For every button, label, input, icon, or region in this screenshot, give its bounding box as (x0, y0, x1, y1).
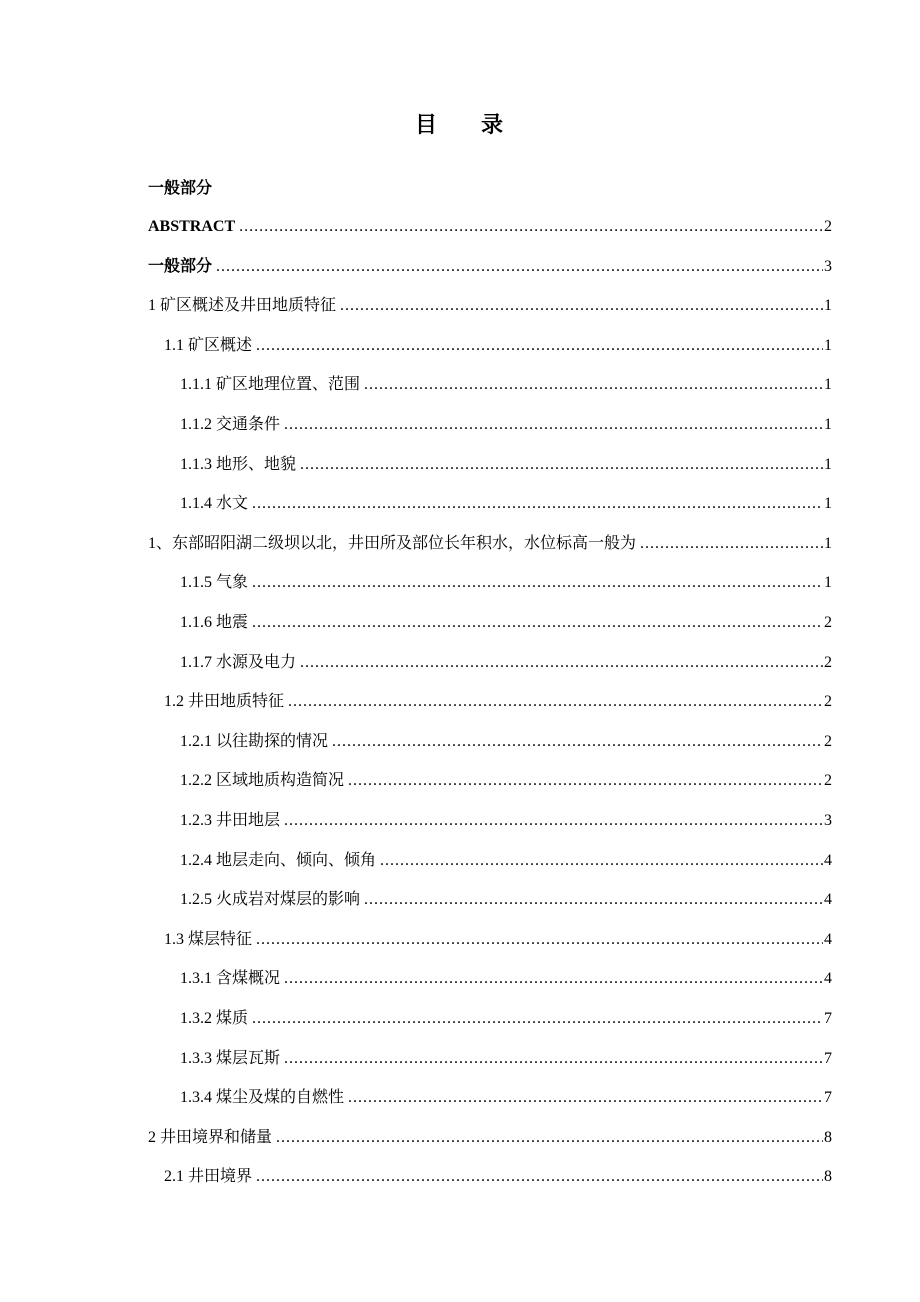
toc-entry-page-number: 2 (824, 218, 832, 235)
toc-entry-page-number: 1 (824, 376, 832, 394)
toc-dot-leader (348, 768, 823, 794)
toc-dot-leader (288, 689, 823, 715)
toc-entry-label: 2.1 井田境界 (164, 1168, 253, 1186)
toc-dot-leader (640, 531, 823, 557)
toc-entry-page-number: 2 (824, 653, 832, 671)
toc-entry-page-number: 3 (824, 812, 832, 829)
toc-entry-page-number: 8 (824, 1128, 832, 1146)
toc-entry-page-number: 2 (824, 732, 832, 750)
toc-dot-leader (284, 412, 823, 438)
toc-entry-label: 1.1.2 交通条件 (180, 416, 281, 433)
toc-entry[interactable] (180, 1085, 832, 1111)
toc-dot-leader (348, 1085, 823, 1111)
toc-entry-page-number: 1 (824, 574, 832, 592)
toc-entry[interactable] (180, 848, 832, 874)
toc-dot-leader (332, 729, 823, 755)
toc-dot-leader (364, 372, 823, 398)
toc-dot-leader (216, 254, 823, 280)
toc-entry[interactable] (180, 1006, 832, 1032)
toc-dot-leader (256, 1164, 823, 1190)
toc-dot-leader (256, 927, 823, 953)
toc-entry[interactable] (180, 452, 832, 478)
toc-entry[interactable] (180, 729, 832, 755)
toc-dot-leader (284, 808, 823, 834)
toc-dot-leader (364, 887, 823, 913)
toc-entry[interactable] (164, 1164, 832, 1190)
toc-entry[interactable] (180, 808, 832, 834)
toc-entry-page-number: 2 (824, 693, 832, 711)
toc-entry-page-number: 4 (824, 970, 832, 988)
toc-entry-label: 一般部分 (148, 257, 213, 275)
toc-dot-leader (284, 966, 823, 992)
toc-entry[interactable] (164, 689, 832, 715)
toc-dot-leader (380, 848, 823, 874)
toc-entry-page-number: 1 (824, 297, 832, 315)
toc-entry[interactable] (180, 650, 832, 676)
toc-entry-label: 1、东部昭阳湖二级坝以北，井田所及部位长年积水，水位标高一般为 (148, 534, 637, 552)
toc-entry-label: 1.2.1 以往勘探的情况 (180, 732, 329, 750)
toc-entry[interactable] (180, 1046, 832, 1072)
toc-entry-label: ABSTRACT (148, 218, 236, 235)
toc-entry-page-number: 1 (824, 495, 832, 513)
toc-entry[interactable] (148, 293, 832, 319)
toc-entry[interactable] (148, 214, 832, 240)
toc-dot-leader (252, 491, 823, 517)
section-heading: 一般部分 (148, 180, 213, 197)
toc-entry-label: 1.3 煤层特征 (164, 930, 253, 948)
toc-dot-leader (300, 650, 823, 676)
toc-entry-page-number: 2 (824, 614, 832, 631)
toc-entry-label: 1.3.1 含煤概况 (180, 970, 281, 988)
toc-entry-label: 1.3.2 煤质 (180, 1010, 249, 1027)
toc-entry-label: 1.3.4 煤尘及煤的自燃性 (180, 1089, 345, 1107)
toc-entry[interactable] (164, 927, 832, 953)
toc-entry-label: 1.1.7 水源及电力 (180, 653, 297, 671)
toc-entry-label: 2 井田境界和储量 (148, 1128, 273, 1146)
toc-entry[interactable] (180, 966, 832, 992)
toc-dot-leader (256, 333, 823, 359)
toc-entry-page-number: 4 (824, 891, 832, 909)
toc-entry[interactable] (180, 887, 832, 913)
toc-entry[interactable] (180, 768, 832, 794)
toc-entry[interactable] (164, 333, 832, 359)
toc-entry[interactable] (180, 491, 832, 517)
toc-entry-label: 1.1.4 水文 (180, 495, 249, 513)
toc-dot-leader (284, 1046, 823, 1072)
toc-dot-leader (252, 1006, 823, 1032)
toc-entry-label: 1.3.3 煤层瓦斯 (180, 1049, 281, 1067)
toc-entry[interactable] (180, 372, 832, 398)
toc-title (0, 108, 920, 139)
toc-entry-page-number: 3 (824, 257, 832, 275)
toc-entry-label: 1.2.4 地层走向、倾向、倾角 (180, 851, 377, 869)
toc-entry-label: 1.1.3 地形、地貌 (180, 455, 297, 473)
toc-entry-label: 1.1.1 矿区地理位置、范围 (180, 376, 361, 394)
toc-title-part1: 目 (414, 112, 439, 137)
toc-entry-page-number: 7 (824, 1089, 832, 1107)
toc-entry-page-number: 7 (824, 1010, 832, 1027)
toc-entry[interactable] (148, 1125, 832, 1151)
toc-dot-leader (276, 1125, 823, 1151)
toc-title-part2: 录 (481, 112, 506, 137)
toc-entry-page-number: 1 (824, 416, 832, 433)
toc-entry-page-number: 8 (824, 1168, 832, 1186)
toc-entry[interactable] (180, 412, 832, 438)
toc-entry-label: 1.1 矿区概述 (164, 336, 253, 354)
toc-entry[interactable] (180, 610, 832, 636)
toc-entry-label: 1.2.2 区域地质构造简况 (180, 772, 345, 790)
toc-dot-leader (252, 610, 823, 636)
toc-entry[interactable] (148, 254, 832, 280)
toc-entry-page-number: 2 (824, 772, 832, 790)
toc-dot-leader (340, 293, 823, 319)
toc-entry[interactable] (180, 570, 832, 596)
toc-entry-label: 1.2.5 火成岩对煤层的影响 (180, 891, 361, 909)
toc-dot-leader (300, 452, 823, 478)
toc-entry-label: 1 矿区概述及井田地质特征 (148, 297, 337, 315)
toc-entry-label: 1.2 井田地质特征 (164, 693, 285, 711)
toc-dot-leader (239, 214, 823, 240)
toc-entry-page-number: 1 (824, 534, 832, 552)
toc-entry-label: 1.1.5 气象 (180, 574, 249, 592)
toc-entry-page-number: 1 (824, 455, 832, 473)
toc-entry[interactable] (148, 531, 832, 557)
toc-entry-page-number: 1 (824, 336, 832, 354)
toc-entry-page-number: 4 (824, 851, 832, 869)
toc-dot-leader (252, 570, 823, 596)
toc-entry-page-number: 4 (824, 930, 832, 948)
toc-entry-label: 1.2.3 井田地层 (180, 812, 281, 829)
toc-entry-label: 1.1.6 地震 (180, 614, 249, 631)
toc-entry-page-number: 7 (824, 1049, 832, 1067)
